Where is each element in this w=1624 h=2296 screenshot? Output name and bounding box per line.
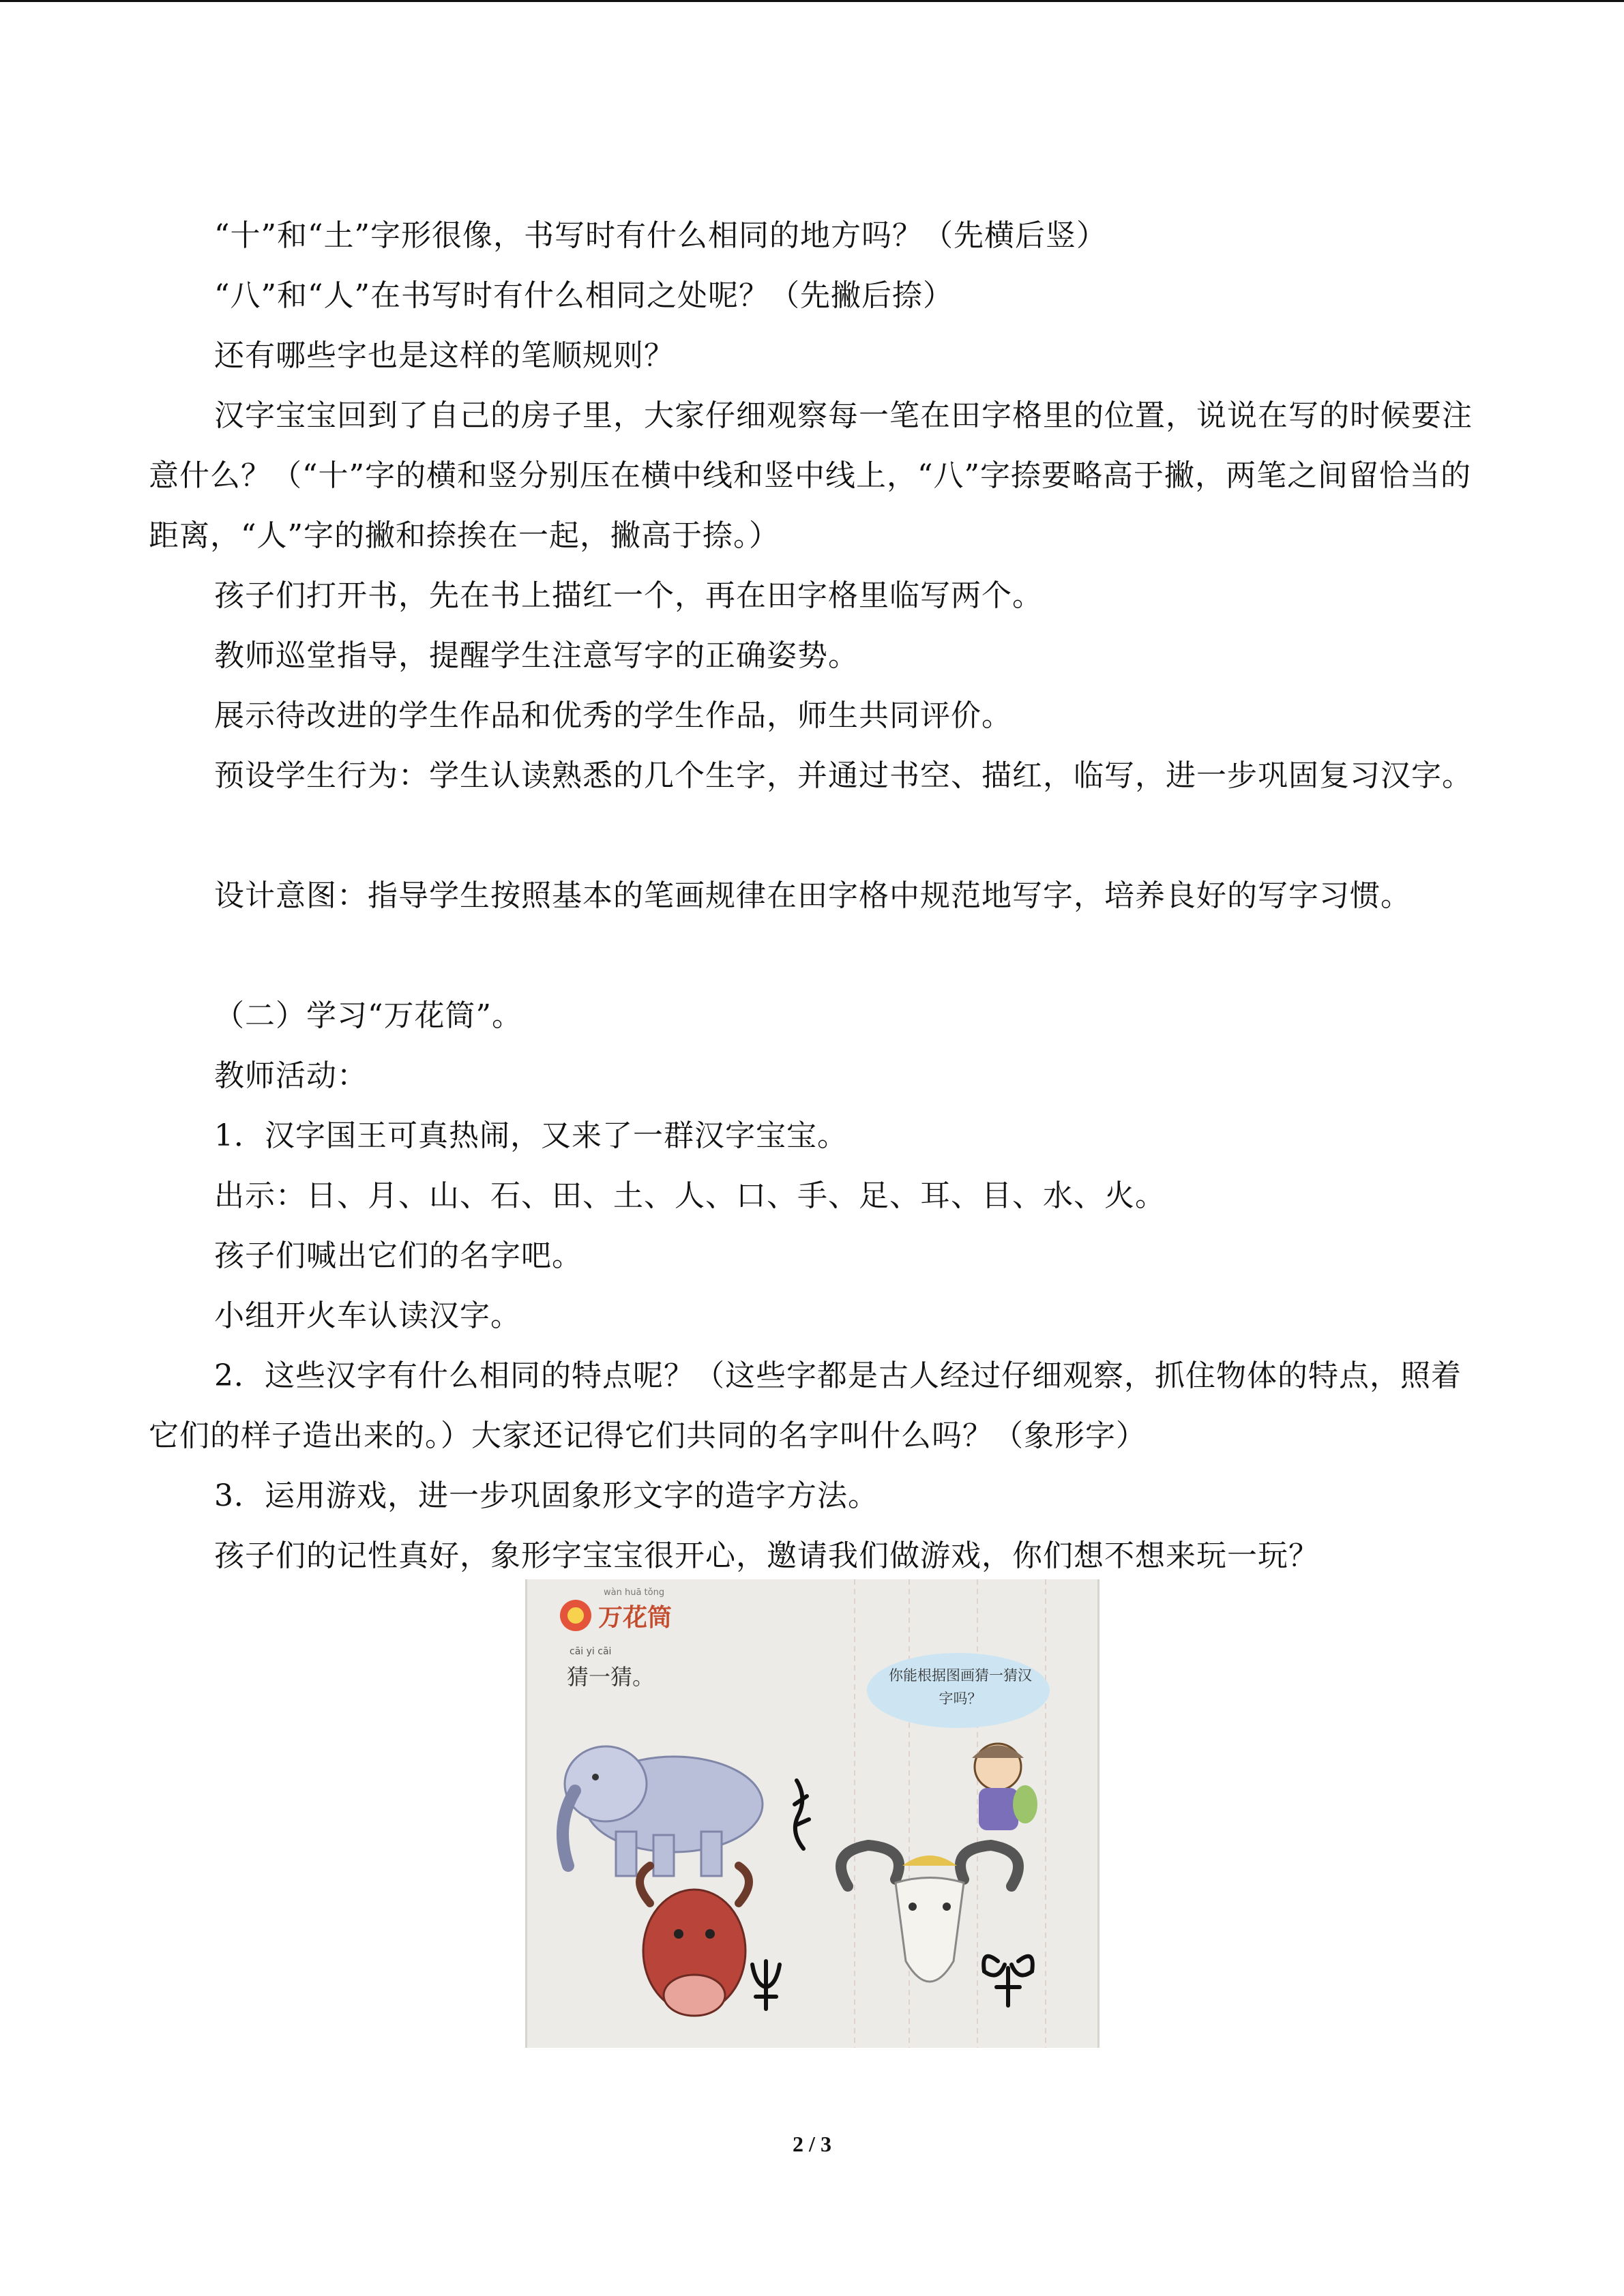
ox-glyph-icon [752,1961,780,2009]
page-number: 2 / 3 [793,2132,831,2156]
elephant-glyph-icon [795,1780,809,1849]
paragraph: 3．运用游戏，进一步巩固象形文字的造字方法。 [214,1478,879,1513]
boy-icon [972,1744,1037,1830]
paragraph: “十”和“土”字形很像，书写时有什么相同的地方吗？（先横后竖） [214,218,1107,253]
ox-icon [640,1866,749,2016]
title-pinyin: wàn huā tǒng [604,1587,665,1598]
figure-title: 万花筒 [598,1604,673,1632]
paragraph: 汉字宝宝回到了自己的房子里，大家仔细观察每一笔在田字格里的位置，说说在写的时候要注意什么？（“十”字的横和竖分别压在横中线和竖中线上，“八”字捺要略高于撇，两笔之间留恰当的距离，“人”字的撇和捺挨在一起，撇高于捺。） [149,398,1473,553]
paragraph: 预设学生行为：学生认读熟悉的几个生字，并通过书空、描红，临写，进一步巩固复习汉字。 [214,758,1473,793]
speech-bubble-text: 你能根据图画猜一猜汉字吗？ [889,1667,1032,1707]
illustrations [527,1579,1099,2048]
paragraph: “八”和“人”在书写时有什么相同之处呢？（先撇后捺） [214,278,954,313]
paragraph: 出示：日、月、山、石、田、土、人、口、手、足、耳、目、水、火。 [214,1178,1166,1213]
paragraph: 孩子们喊出它们的名字吧。 [214,1238,582,1273]
top-rule [0,0,1624,2]
paragraph: 孩子们的记性真好，象形字宝宝很开心，邀请我们做游戏，你们想不想来玩一玩？ [214,1538,1319,1573]
goat-icon [841,1845,1018,1982]
subtitle-pinyin: cāi yi cāi [570,1646,612,1657]
paragraph: 小组开火车认读汉字。 [214,1298,521,1333]
section-heading: （二）学习“万花筒”。 [214,998,522,1033]
textbook-photo [525,1579,1099,2048]
figure-subtitle: 猜一猜。 [567,1664,655,1690]
paragraph: 设计意图：指导学生按照基本的笔画规律在田字格中规范地写字，培养良好的写字习惯。 [214,878,1411,913]
paragraph: 展示待改进的学生作品和优秀的学生作品，师生共同评价。 [214,698,1012,733]
elephant-icon [563,1746,763,1876]
paragraph: 还有哪些字也是这样的笔顺规则？ [214,338,675,373]
paragraph: 1．汉字国王可真热闹，又来了一群汉字宝宝。 [214,1118,848,1153]
goat-glyph-icon [984,1956,1033,2006]
paragraph: 教师活动： [214,1058,368,1093]
paragraph: 孩子们打开书，先在书上描红一个，再在田字格里临写两个。 [214,578,1043,613]
paragraph: 教师巡堂指导，提醒学生注意写字的正确姿势。 [214,638,859,673]
paragraph: 2．这些汉字有什么相同的特点呢？（这些字都是古人经过仔细观察，抓住物体的特点，照着它们的样子造出来的。）大家还记得它们共同的名字叫什么吗？（象形字） [149,1358,1462,1453]
